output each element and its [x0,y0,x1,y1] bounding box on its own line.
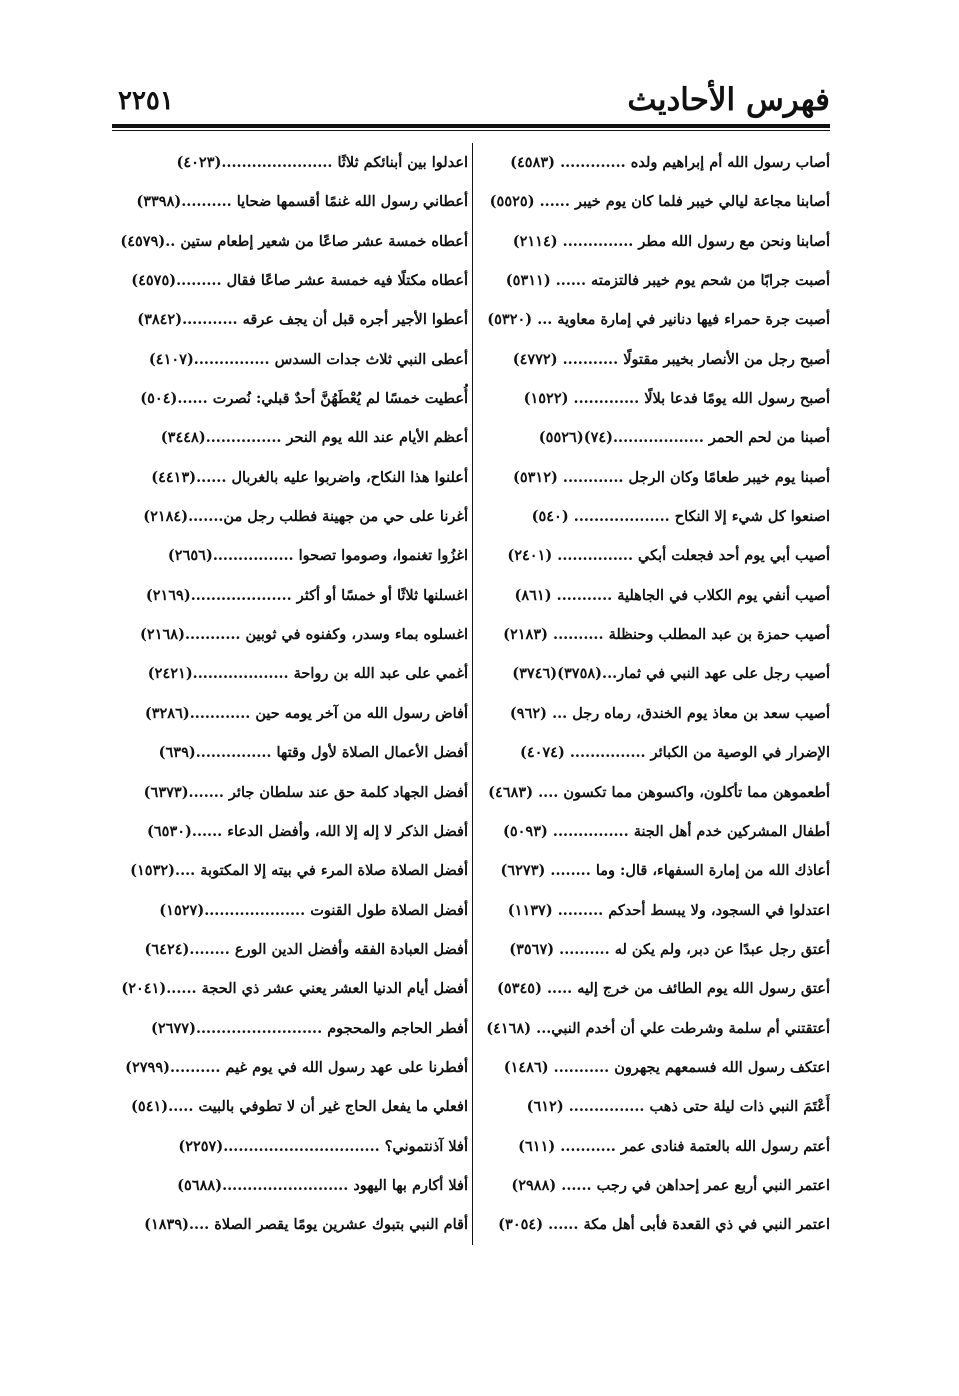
hadith-index-entry: اصنعوا كل شيء إلا النكاح ................... (٥٤٠) [531,508,830,526]
hadith-index-entry: اعدلوا بين أبنائكم ثلاثًا ......................(٤٠٢٣) [176,154,468,171]
hadith-index-entry: أعطى النبي ثلاث جدات السدس ...............(٤١٠٧) [148,350,468,368]
hadith-index-entry: أعتقتني أم سلمة وشرطت علي أن أخدم النبي... (٤١٦٨) [486,1019,830,1037]
header-rule-thin [112,130,830,131]
hadith-index-entry: أطعموهن مما تأكلون، واكسوهن مما تكسون .... (٤٦٨٣) [488,783,830,801]
hadith-index-entry: أطفال المشركين خدم أهل الجنة ............... (٥٠٩٣) [502,822,830,840]
hadith-index-entry: أفضل العبادة الفقه وأفضل الدين الورع ........(٦٤٢٤) [144,940,468,958]
hadith-index-entry: اغسلنها ثلاثًا أو خمسًا أو أكثر ....................(٢١٦٩) [145,586,468,604]
hadith-index-entry: الإضرار في الوصية من الكبائر ............... (٤٠٧٤) [519,744,830,762]
hadith-index-entry: أفطرنا على عهد رسول الله في يوم غيم ..........(٢٧٩٩) [125,1058,468,1076]
hadith-index-entry: افعلي ما يفعل الحاج غير أن لا تطوفي بالبيت .....(٥٤١) [131,1098,468,1116]
hadith-index-entry: أصيب سعد بن معاذ يوم الخندق، رماه رجل ... (٩٦٢) [509,704,830,722]
hadith-index-entry: أفضل الجهاد كلمة حق عند سلطان جائر .......(٦٣٧٣) [143,783,468,801]
hadith-index-entry: أعتم رسول الله بالعتمة فنادى عمر ........... (٦١١) [518,1137,830,1155]
hadith-index-entry: أصيب رجل على عهد النبي في ثمار...(٣٧٥٨)(٣٧٤٦) [512,665,830,683]
hadith-index-entry: أفضل الذكر لا إله إلا الله، وأفضل الدعاء ......(٦٥٣٠) [147,822,468,840]
hadith-index-entry: أعظم الأيام عند الله يوم النحر ...............(٣٤٤٨) [160,429,468,447]
hadith-index-entry: أقام النبي بتبوك عشرين يومًا يقصر الصلاة ....(١٨٣٩) [144,1216,468,1234]
hadith-index-entry: أعتق رسول الله يوم الطائف من خرج إليه ..... (٥٣٤٥) [497,980,830,998]
hadith-index-entry: أعلنوا هذا النكاح، واضربوا عليه بالغربال ......(٤٤١٣) [151,468,468,486]
hadith-index-entry: أصبنا من لحم الحمر ..................(٧٤)(٥٥٢٦) [538,429,830,447]
hadith-index-entry: اعتمر النبي أربع عمر إحداهن في رجب ...... (٢٩٨٨) [511,1176,830,1194]
hadith-index-entry: اعتكف رسول الله فسمعهم يجهرون ........... (١٤٨٦) [503,1058,830,1076]
right-column [480,143,830,1245]
header-rule [112,124,830,128]
hadith-index-entry: اعتمر النبي في ذي القعدة فأبى أهل مكة ...... (٣٠٥٤) [498,1216,830,1234]
hadith-index-entry: أعطاه مكتلًا فيه خمسة عشر صاعًا فقال .........(٤٥٧٥) [131,272,468,290]
hadith-index-entry: أَعْتَمَ النبي ذات ليلة حتى ذهب ............... (٦١٢) [526,1098,830,1116]
hadith-index-entry: أصيب حمزة بن عبد المطلب وحنظلة .......... (٢١٨٣) [503,626,830,644]
hadith-index-entry: أصبنا يوم خيبر طعامًا وكان الرجل ............ (٥٣١٢) [512,468,830,486]
hadith-index-entry: أعاذك الله من إمارة السفهاء، قال: وما ........ (٦٢٧٣) [500,862,830,880]
hadith-index-entry: اغسلوه بماء وسدر، وكفنوه في ثوبين ...........(٢١٦٨) [140,626,468,644]
hadith-index-entry: أصبح رسول الله يومًا فدعا بلالًا ............. (١٥٢٢) [523,390,830,408]
hadith-index-entry: أغمي على عبد الله بن رواحة ...................(٢٤٢١) [147,665,468,683]
hadith-index-entry: أفضل الأعمال الصلاة لأول وقتها ...............(٦٣٩) [158,744,468,762]
hadith-index-entry: أعتق رجل عبدًا عن دبر، ولم يكن له .......... (٣٥٦٧) [509,940,830,958]
hadith-index-entry: أفلا آذنتموني؟ ...............................(٢٢٥٧) [178,1137,468,1155]
page-number: ٢٢٥١ [118,86,174,116]
column-divider [472,143,473,1245]
hadith-index-entry: أصيب أبي يوم أحد فجعلت أبكي ............... (٢٤٠١) [507,547,830,565]
hadith-index-entry: أعطوا الأجير أجره قبل أن يجف عرقه ...........(٣٨٤٢) [137,311,468,329]
page-header [112,78,830,126]
hadith-index-entry: أغرنا على حي من جهينة فطلب رجل من.......(٢١٨٤) [143,508,468,526]
hadith-index-entry: أُعطيت خمسًا لم يُعْطَهُنَّ أحدٌ قبلي: نُصرت ......(٥٠٤) [140,390,468,408]
hadith-index-entry: أفاض رسول الله من آخر يومه حين ............(٣٢٨٦) [144,704,468,722]
hadith-index-entry: أصبت جرابًا من شحم يوم خيبر فالتزمته ...... (٥٣١١) [505,272,830,290]
hadith-index-entry: أعطاني رسول الله غنمًا أقسمها ضحايا ..........(٣٣٩٨) [136,193,468,211]
hadith-index-entry: أعطاه خمسة عشر صاعًا من شعير إطعام ستين ..(٤٥٧٩) [120,232,468,250]
hadith-index-entry: أصيب أنفي يوم الكلاب في الجاهلية ........... (٨٦١) [514,586,830,604]
hadith-index-entry: أفلا أكارم بها اليهود .........................(٥٦٨٨) [177,1176,468,1194]
hadith-index-entry: أصبح رجل من الأنصار بخيبر مقتولًا ........... (٤٧٧٢) [512,350,830,368]
hadith-index-entry: أصابنا مجاعة ليالي خيبر فلما كان يوم خيبر ...... (٥٥٢٥) [489,193,830,211]
hadith-index-entry: أفضل أيام الدنيا العشر يعني عشر ذي الحجة ......(٢٠٤١) [121,980,468,998]
hadith-index-entry: أصابنا ونحن مع رسول الله مطر .............. (٢١١٤) [512,232,830,250]
hadith-index-entry: اعتدلوا في السجود، ولا يبسط أحدكم ......... (١١٣٧) [507,901,830,919]
hadith-index-entry: أصاب رسول الله أم إبراهيم ولده ............. (٤٥٨٣) [510,154,830,171]
left-column [112,143,468,1245]
hadith-index-entry: أفضل الصلاة طول القنوت ....................(١٥٢٧) [159,901,468,919]
page-title: فهرس الأحاديث [627,82,830,118]
hadith-index-entry: اغزُوا تغنموا، وصوموا تصحوا ................(٢٦٥٦) [167,547,468,565]
hadith-index-entry: أصبت جرة حمراء فيها دنانير في إمارة معاوية ... (٥٣٢٠) [487,311,830,329]
hadith-index-entry: أفطر الحاجم والمحجوم .........................(٢٦٧٧) [151,1019,468,1037]
hadith-index-entry: أفضل الصلاة صلاة المرء في بيته إلا المكتوبة ....(١٥٣٢) [130,862,468,880]
